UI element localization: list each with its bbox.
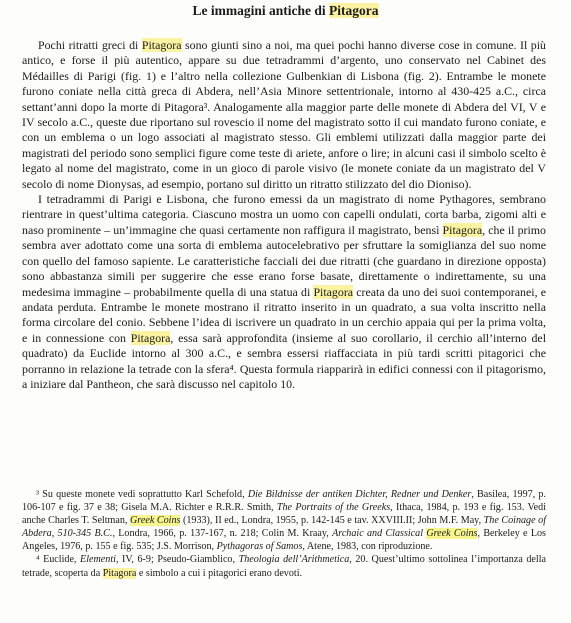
text-run: , Basilea, 1997, p. 106-107 e fig. 37 e 38; Gisela M.A. Richter e R.R.R. Smith, xyxy=(22,489,546,514)
paragraph-1 xyxy=(22,38,546,192)
footnotes xyxy=(22,488,546,580)
highlight-greek-coins: Greek Coins xyxy=(426,528,478,540)
italic-title: Pythagoras of Samos xyxy=(216,541,303,553)
highlight-pitagora: Pitagora xyxy=(130,330,171,345)
text-run: e simbolo a cui i pitagorici erano devoti. xyxy=(136,567,303,579)
footnote-3 xyxy=(22,488,546,553)
highlight-greek-coins: Greek Coins xyxy=(130,515,181,527)
text-run: , Atene, 1983, con riproduzione. xyxy=(302,541,433,553)
text-run: , Ithaca, 1984, p. 193 e fig. 153. Vedi anche Charles T. Seltman, xyxy=(22,502,546,527)
paragraph-2 xyxy=(22,192,546,392)
text-run: ³ Su queste monete vedi soprattutto Karl Schefold, xyxy=(36,489,248,500)
title-prefix: Le immagini antiche di xyxy=(192,3,329,18)
title-highlight-pitagora: Pitagora xyxy=(329,3,379,18)
text-run: , IV, 6-9; Pseudo-Giamblico, xyxy=(115,554,239,566)
highlight-pitagora: Pitagora xyxy=(442,222,483,237)
highlight-pitagora: Pitagora xyxy=(141,38,182,52)
text-run: , che il primo sembra aver adottato come una sorta di emblema autocelebrativo per sfruttare la somiglianza del suo nome con quello del famoso sapiente. Le caratteristiche facciali dei due ritratti (che guardano in direzione opposta) sono abbastanza simili per suggerire che esse erano forse basate, direttamente o indirettamente, su una medesima immagine – probabilmente quella di una statua di xyxy=(22,222,547,299)
text-run: ⁴ Euclide, xyxy=(36,554,81,566)
highlight-pitagora: Pitagora xyxy=(102,567,137,579)
footnote-4 xyxy=(22,553,546,579)
text-run: sono giunti sino a noi, ma quei pochi hanno diverse cose in comune. Il più antico, e forse il più autentico, appare su due tetradrammi d’argento, uno conservato nel Cabinet des Médailles di Parigi (fig. 1) e l’altro nella collezione Gulbenkian di Lisbona (fig. 2). Entrambe le monete furono coniate nella città greca di Abdera, nell’Asia Minore settentrionale, intorno al 430-425 a.C., circa settant’anni dopo la morte di Pitagora³. Analogamente alla maggior parte delle monete di Abdera del VI, V e IV secolo a.C., queste due riportano sul rovescio il nome del magistrato sotto il cui mandato furono coniate, e con un emblema o un logo associati al magistrato stesso. Gli emblemi utilizzati dalla maggior parte dei magistrati del periodo sono semplici figure come teste di ariete, anfore o lire; in alcuni casi il simbolo scelto è legato al nome del magistrato, come in un gioco di parole visivo (le monete coniate da un magistrato del V secolo di nome Dionysas, ad esempio, portano sul diritto un ritratto stilizzato del dio Dioniso). xyxy=(22,38,546,191)
text-run: creata da uno dei suoi contemporanei, e andata perduta. Entrambe le monete mostrano il ritratto inserito in un quadrato, a sua volta inscritto nella forma circolare del conio. Sebbene l’idea di iscrivere un quadrato in un cerchio appaia qui per la prima volta, e in connessione con xyxy=(22,284,546,345)
highlight-pitagora: Pitagora xyxy=(313,284,354,299)
text-run: , essa sarà approfondita (insieme al suo corollario, il cerchio all’interno del quadrato) da Euclide intorno al 300 a.C., e sembra essersi riaffacciata in più tardi scritti pitagorici che porranno in relazione la tetrade con la sfera⁴. Questa formula riapparirà in edifici connessi con il pitagorismo, a iniziare dal Pantheon, che sarà discusso nel capitolo 10. xyxy=(22,330,546,391)
italic-title: Die Bildnisse der antiken Dichter, Redner und Denker xyxy=(247,489,472,500)
text-run: (1933), II ed., Londra, 1955, p. 142-145 e tav. XXVIII.II; John M.F. May, xyxy=(180,515,484,527)
text-run: , Berkeley e Los Angeles, 1976, p. 155 e fig. 535; J.S. Morrison, xyxy=(22,528,546,553)
text-run: Pochi ritratti greci di xyxy=(38,38,142,52)
main-text xyxy=(22,38,546,392)
italic-title: The Portraits of the Greeks xyxy=(276,502,391,514)
text-run: , 20. Quest’ultimo sottolinea l’importanza della tetrade, scoperta da xyxy=(22,554,546,579)
italic-title: Archaic and Classical xyxy=(332,528,427,540)
page-title xyxy=(0,3,571,19)
italic-title: Theologia dell’Arithmetica xyxy=(238,554,350,566)
text-run: I tetradrammi di Parigi e Lisbona, che furono emessi da un magistrato di nome Pythagores, sembrano rientrare in quest’ultima categoria. Ciascuno mostra un uomo con capelli ondulati, corta barba, zigomi alti e naso prominente – un’immagine che quasi certamente non raffigura il magistrato, bensì xyxy=(22,192,546,237)
italic-title: The Coinage of Abdera, 510-345 B.C. xyxy=(22,515,547,540)
italic-title: Elementi xyxy=(80,554,116,566)
text-run: , Londra, 1966, p. 137-167, n. 218; Colin M. Kraay, xyxy=(112,528,333,540)
